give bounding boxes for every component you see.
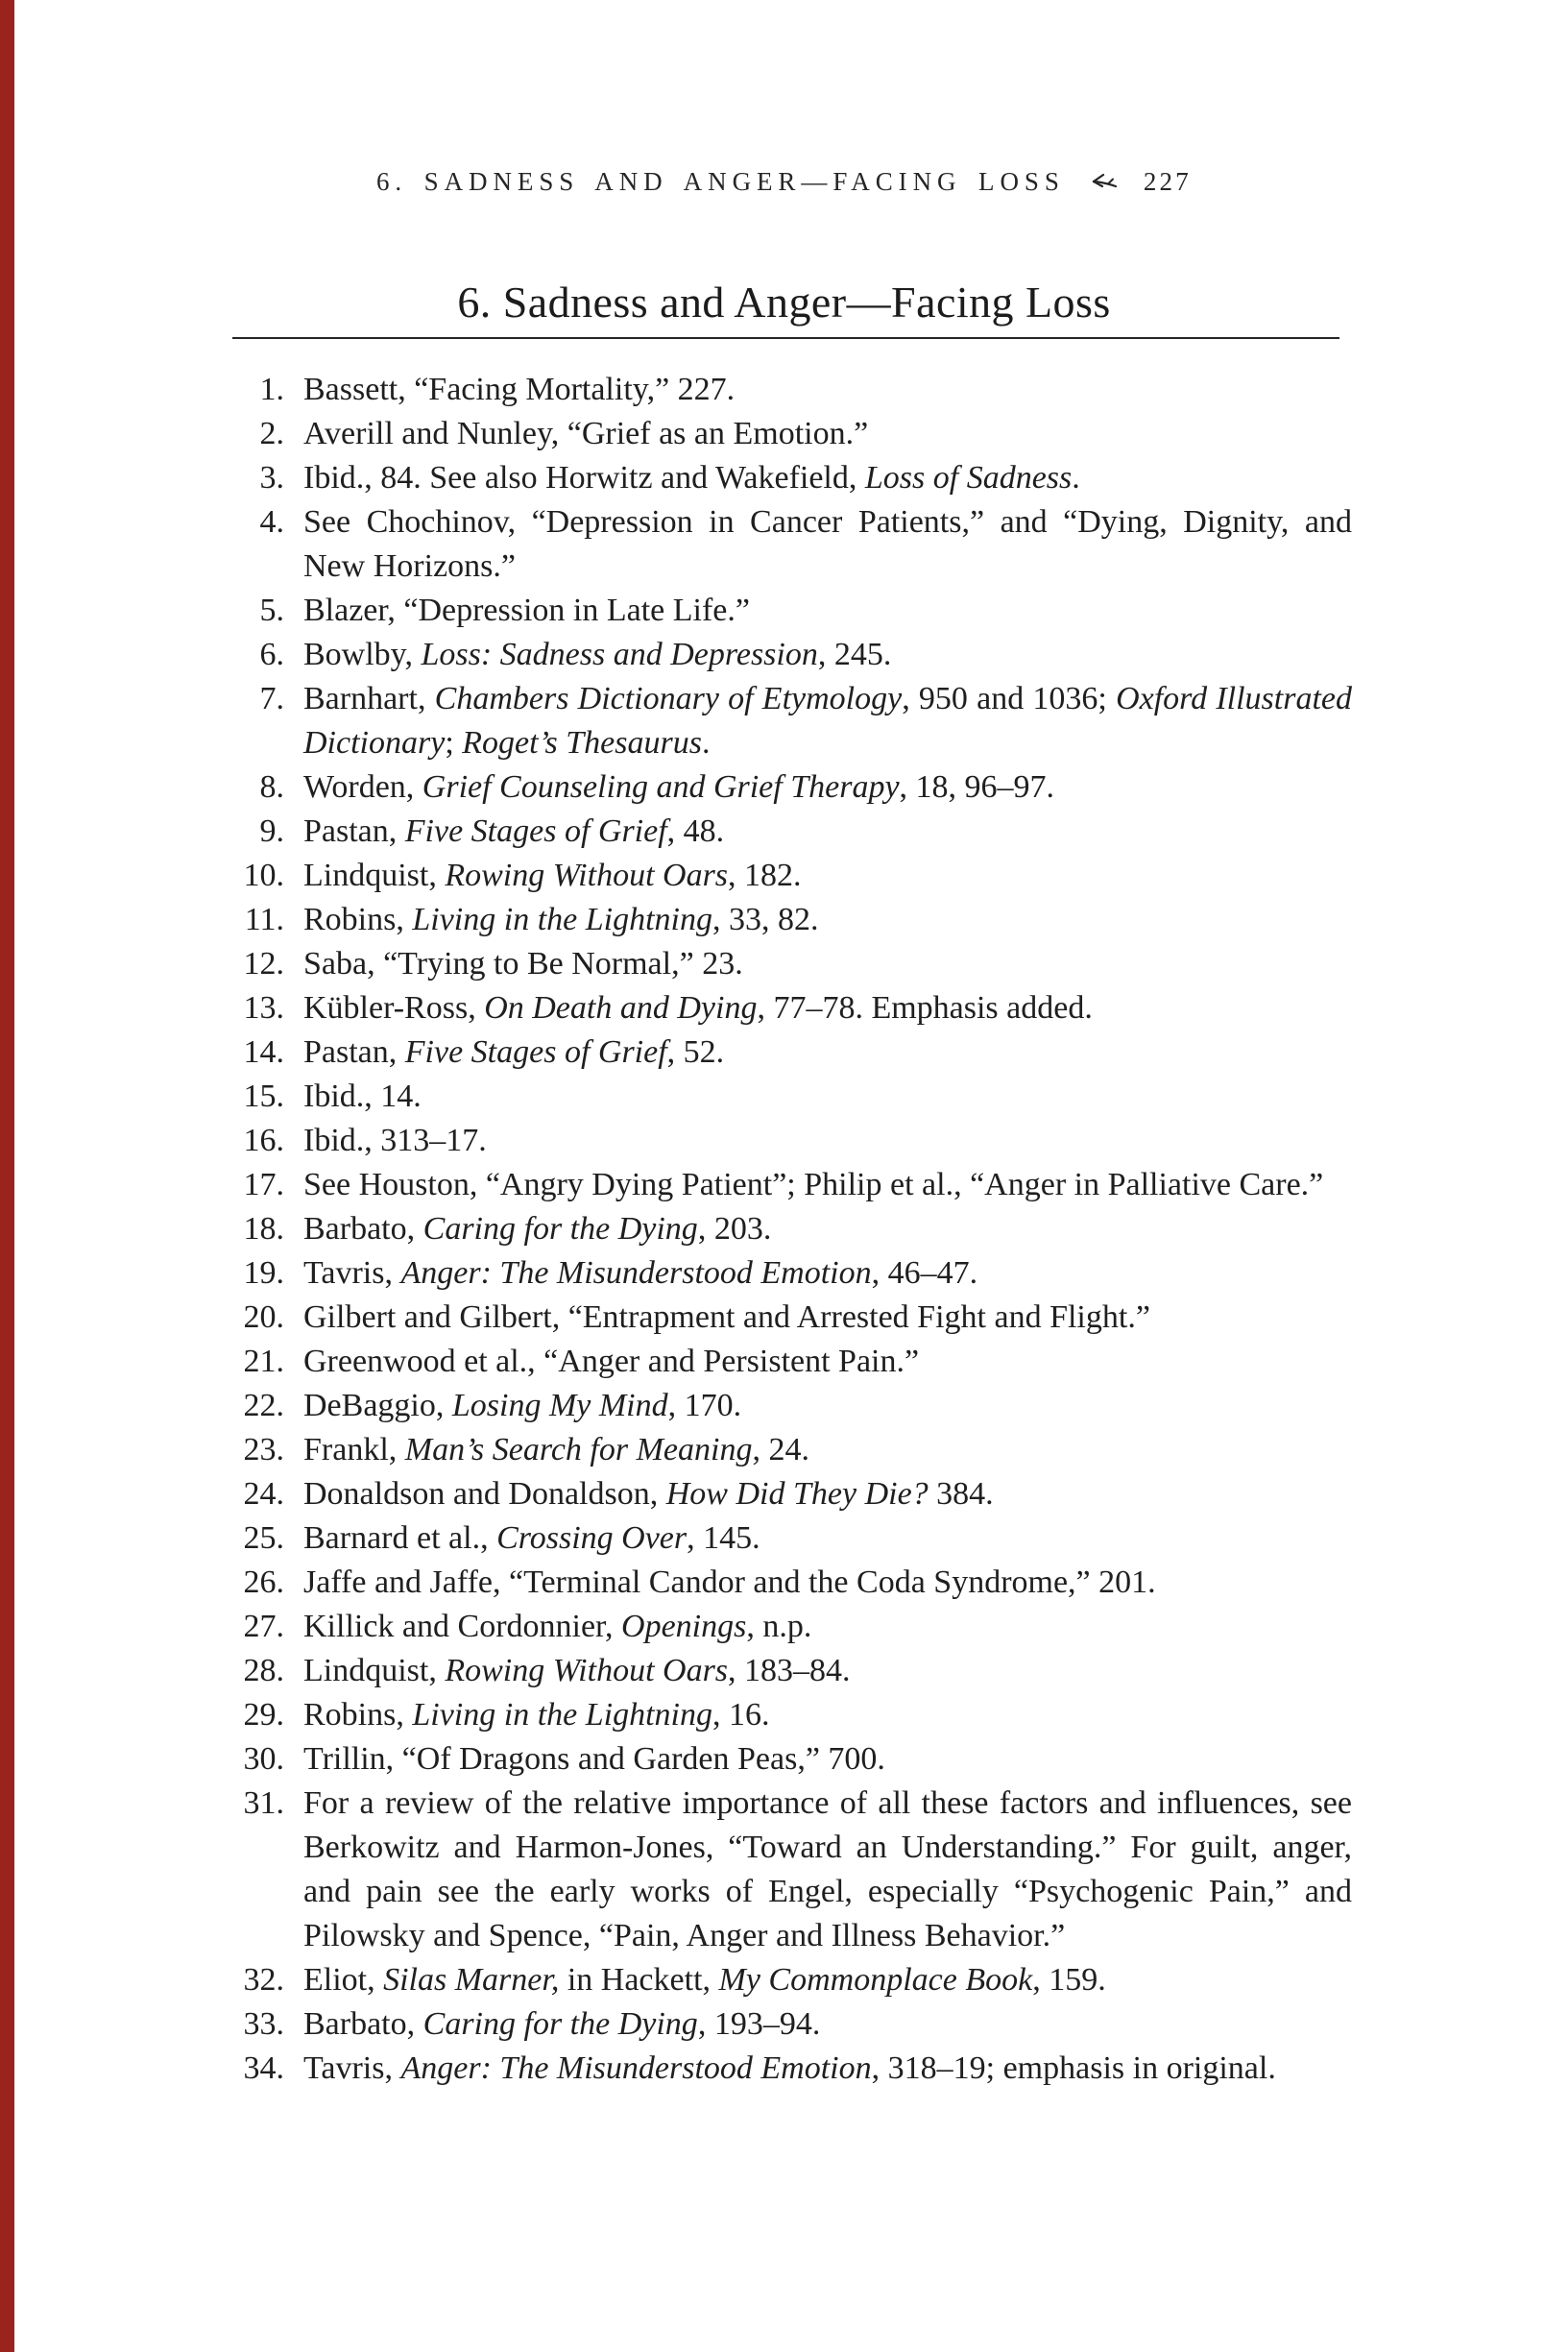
title-divider-rule: [232, 337, 1339, 339]
note-text: Eliot, Silas Marner, in Hackett, My Commonplace Book, 159.: [303, 1962, 1106, 1998]
note-text: Greenwood et al., “Anger and Persistent Pain.”: [303, 1344, 920, 1379]
note-item: [0, 1251, 1352, 1296]
note-text: For a review of the relative importance of all these factors and influences, see Berkowitz and Harmon-Jones, “Toward an Understanding.” For guilt, anger, and pain see the early works of Engel, especially “Psychogenic Pain,” and Pilowsky and Spence, “Pain, Anger and Illness Behavior.”: [303, 1785, 1352, 1953]
note-item: [0, 1737, 1352, 1782]
note-number: 33.: [243, 2006, 284, 2042]
note-number: 10.: [243, 858, 284, 893]
note-text: Trillin, “Of Dragons and Garden Peas,” 700.: [303, 1741, 885, 1777]
endnotes-list: [0, 368, 1352, 2091]
note-text: Donaldson and Donaldson, How Did They Die? 384.: [303, 1476, 994, 1512]
running-header: [0, 167, 1568, 197]
note-text: Ibid., 14.: [303, 1079, 422, 1114]
note-text: Tavris, Anger: The Misunderstood Emotion, 318–19; emphasis in original.: [303, 2050, 1276, 2086]
note-number: 25.: [243, 1520, 284, 1556]
note-number: 29.: [243, 1697, 284, 1733]
note-item: [0, 633, 1352, 677]
note-text: Saba, “Trying to Be Normal,” 23.: [303, 946, 743, 982]
note-item: [0, 1340, 1352, 1384]
note-text: Ibid., 84. See also Horwitz and Wakefield, Loss of Sadness.: [303, 460, 1080, 496]
note-item: [0, 677, 1352, 765]
note-number: 32.: [243, 1962, 284, 1998]
note-item: [0, 1561, 1352, 1605]
note-number: 26.: [243, 1564, 284, 1600]
page-number: 227: [1143, 167, 1193, 196]
note-text: Killick and Cordonnier, Openings, n.p.: [303, 1609, 812, 1644]
note-item: [0, 1075, 1352, 1119]
note-text: Lindquist, Rowing Without Oars, 183–84.: [303, 1653, 851, 1688]
note-item: [0, 368, 1352, 412]
note-number: 6.: [259, 637, 284, 672]
note-item: [0, 1605, 1352, 1649]
note-item: [0, 1384, 1352, 1428]
note-text: Worden, Grief Counseling and Grief Therapy, 18, 96–97.: [303, 769, 1055, 805]
note-text: See Houston, “Angry Dying Patient”; Philip et al., “Anger in Palliative Care.”: [303, 1167, 1324, 1202]
note-item: [0, 1119, 1352, 1163]
note-item: [0, 1207, 1352, 1251]
note-number: 13.: [243, 990, 284, 1026]
note-number: 20.: [243, 1299, 284, 1335]
note-number: 7.: [259, 681, 284, 716]
note-number: 4.: [259, 504, 284, 540]
note-number: 19.: [243, 1255, 284, 1291]
note-number: 14.: [243, 1034, 284, 1070]
note-text: Gilbert and Gilbert, “Entrapment and Arrested Fight and Flight.”: [303, 1299, 1150, 1335]
note-number: 11.: [244, 902, 284, 937]
note-number: 8.: [259, 769, 284, 805]
note-text: Pastan, Five Stages of Grief, 52.: [303, 1034, 725, 1070]
running-header-title: 6. SADNESS AND ANGER—FACING LOSS: [375, 167, 1065, 196]
note-text: Ibid., 313–17.: [303, 1123, 487, 1158]
arrow-fleuron-ornament-icon: [1090, 171, 1119, 194]
note-item: [0, 986, 1352, 1031]
note-text: Bassett, “Facing Mortality,” 227.: [303, 372, 736, 407]
note-text: Barnard et al., Crossing Over, 145.: [303, 1520, 760, 1556]
note-text: Jaffe and Jaffe, “Terminal Candor and the Coda Syndrome,” 201.: [303, 1564, 1156, 1600]
note-item: [0, 2047, 1352, 2091]
note-text: Kübler-Ross, On Death and Dying, 77–78. Emphasis added.: [303, 990, 1093, 1026]
note-text: See Chochinov, “Depression in Cancer Patients,” and “Dying, Dignity, and New Horizons.”: [303, 504, 1352, 584]
note-item: [0, 942, 1352, 986]
note-item: [0, 1958, 1352, 2002]
note-item: [0, 500, 1352, 589]
note-text: Blazer, “Depression in Late Life.”: [303, 593, 750, 628]
note-text: Pastan, Five Stages of Grief, 48.: [303, 813, 725, 849]
note-number: 2.: [259, 416, 284, 451]
note-item: [0, 1472, 1352, 1516]
note-text: Averill and Nunley, “Grief as an Emotion.”: [303, 416, 869, 451]
note-item: [0, 1693, 1352, 1737]
note-item: [0, 810, 1352, 854]
note-text: Tavris, Anger: The Misunderstood Emotion, 46–47.: [303, 1255, 978, 1291]
note-item: [0, 2002, 1352, 2047]
section-title: 6. Sadness and Anger—Facing Loss: [457, 278, 1111, 327]
note-item: [0, 456, 1352, 500]
note-number: 22.: [243, 1388, 284, 1423]
note-item: [0, 854, 1352, 898]
note-item: [0, 765, 1352, 810]
note-number: 3.: [259, 460, 284, 496]
note-item: [0, 412, 1352, 456]
note-number: 15.: [243, 1079, 284, 1114]
note-text: Robins, Living in the Lightning, 16.: [303, 1697, 770, 1733]
note-number: 12.: [243, 946, 284, 982]
note-text: Bowlby, Loss: Sadness and Depression, 245.: [303, 637, 892, 672]
note-item: [0, 1649, 1352, 1693]
note-text: DeBaggio, Losing My Mind, 170.: [303, 1388, 742, 1423]
note-number: 5.: [259, 593, 284, 628]
note-item: [0, 1296, 1352, 1340]
note-text: Barbato, Caring for the Dying, 193–94.: [303, 2006, 821, 2042]
note-text: Barnhart, Chambers Dictionary of Etymology, 950 and 1036; Oxford Illustrated Dictionary; Roget’s Thesaurus.: [303, 681, 1352, 761]
note-number: 27.: [243, 1609, 284, 1644]
note-item: [0, 589, 1352, 633]
note-item: [0, 1031, 1352, 1075]
note-number: 21.: [243, 1344, 284, 1379]
note-number: 34.: [243, 2050, 284, 2086]
note-number: 1.: [259, 372, 284, 407]
note-number: 24.: [243, 1476, 284, 1512]
note-item: [0, 1782, 1352, 1958]
note-number: 17.: [243, 1167, 284, 1202]
note-number: 9.: [259, 813, 284, 849]
note-text: Robins, Living in the Lightning, 33, 82.: [303, 902, 819, 937]
note-item: [0, 898, 1352, 942]
note-number: 28.: [243, 1653, 284, 1688]
note-item: [0, 1516, 1352, 1561]
note-text: Frankl, Man’s Search for Meaning, 24.: [303, 1432, 809, 1467]
note-item: [0, 1163, 1352, 1207]
note-number: 18.: [243, 1211, 284, 1247]
note-number: 31.: [243, 1785, 284, 1821]
note-text: Lindquist, Rowing Without Oars, 182.: [303, 858, 802, 893]
note-number: 23.: [243, 1432, 284, 1467]
note-number: 16.: [243, 1123, 284, 1158]
note-number: 30.: [243, 1741, 284, 1777]
note-text: Barbato, Caring for the Dying, 203.: [303, 1211, 772, 1247]
note-item: [0, 1428, 1352, 1472]
